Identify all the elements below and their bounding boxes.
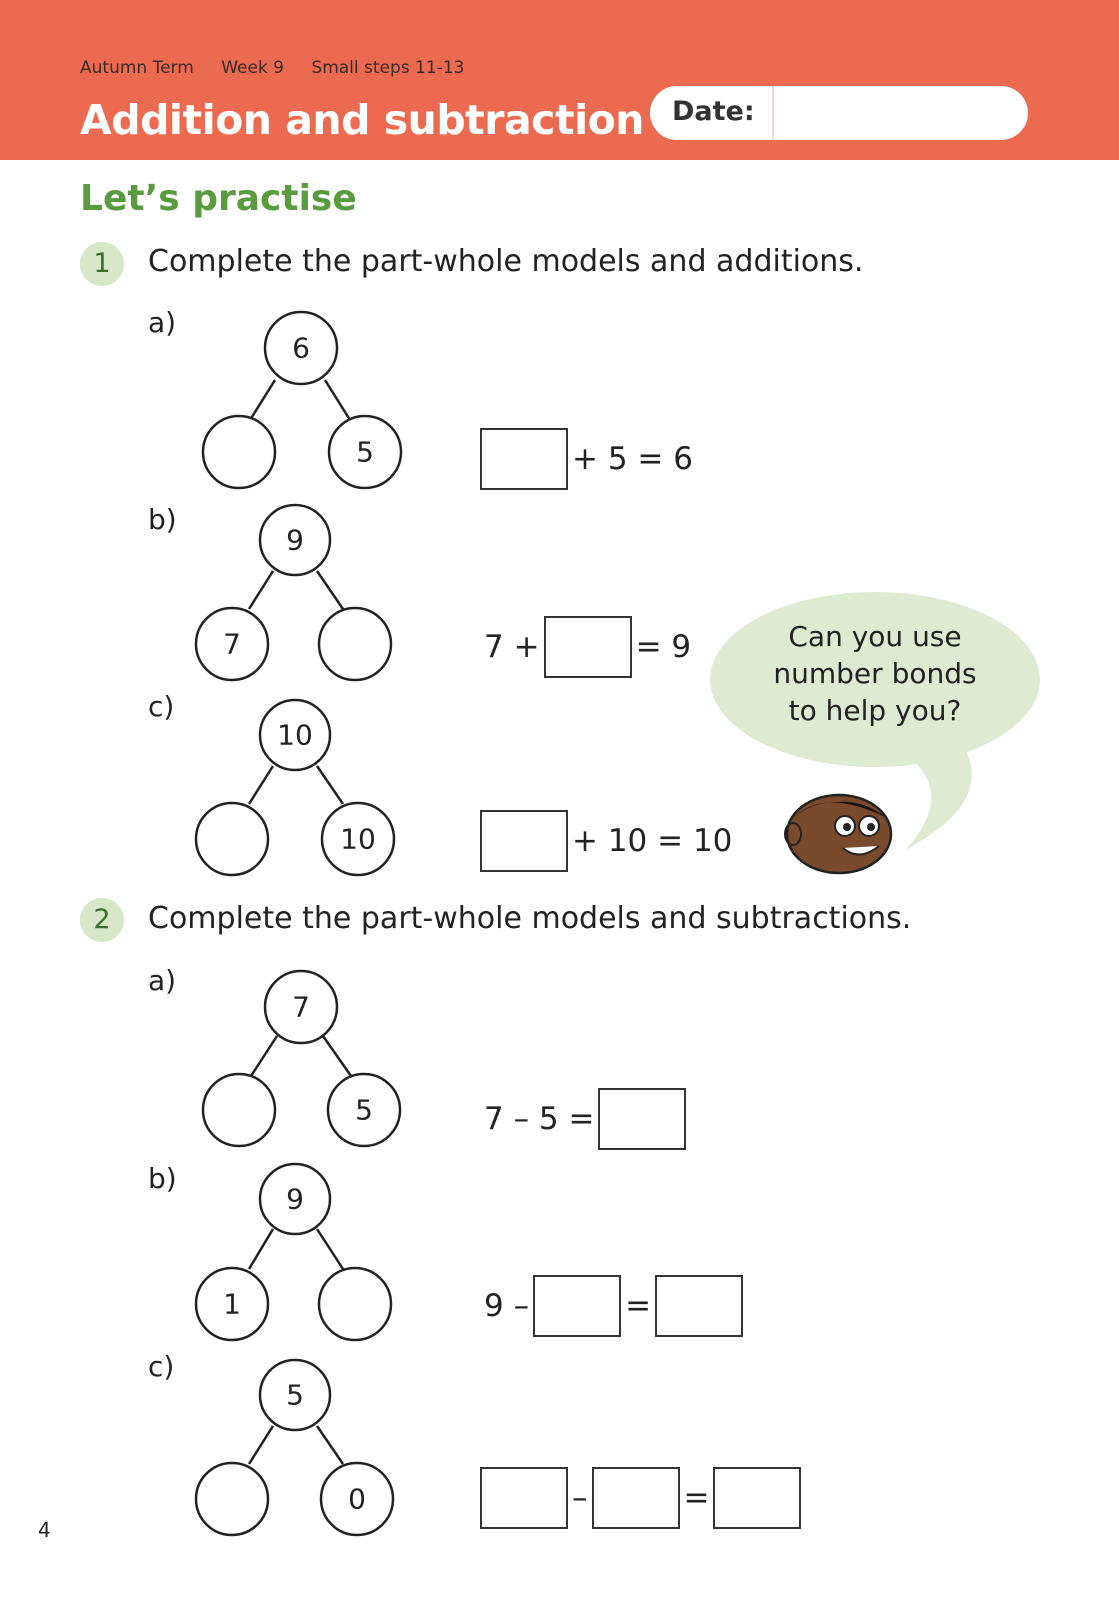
whole-value: 6 [292,331,310,365]
part-right-value: 5 [356,435,374,469]
whole-value: 9 [286,1182,304,1216]
speech-line: number bonds [773,657,977,690]
q2-part-b-label: b) [148,1162,177,1195]
q2a-part-whole-model [195,968,415,1153]
part-left-value: 7 [223,627,241,661]
answer-box[interactable] [592,1467,680,1529]
speech-bubble-text [745,618,1005,729]
page-title: Addition and subtraction [80,96,644,144]
equation-text: 7 – 5 = [484,1101,595,1137]
answer-box[interactable] [480,1467,568,1529]
equation-text: = [683,1480,710,1516]
equation-text: 7 + [484,629,540,665]
speech-line: to help you? [788,694,962,727]
q1-part-b-label: b) [148,503,177,536]
question-1-text: Complete the part-whole models and additions. [148,244,864,279]
equation-text: = [625,1288,652,1324]
steps-label: Small steps 11-13 [311,58,465,78]
child-character-icon [783,790,895,875]
whole-value: 7 [292,990,310,1024]
q2c-part-whole-model [195,1358,415,1543]
answer-box[interactable] [533,1275,621,1337]
question-number-2: 2 [80,898,124,942]
date-label: Date: [672,96,755,127]
q2-part-a-label: a) [148,964,177,997]
equation-text: + 10 = 10 [572,823,733,859]
q2-part-c-label: c) [148,1350,175,1383]
page-number: 4 [38,1518,51,1542]
q1-part-c-label: c) [148,690,175,723]
equation-text: = 9 [635,629,692,665]
question-2-text: Complete the part-whole models and subtractions. [148,901,912,936]
whole-value: 9 [286,523,304,557]
answer-box[interactable] [598,1088,686,1150]
equation-text: + 5 = 6 [572,441,693,477]
part-left-value: 1 [223,1287,241,1321]
q2b-equation [480,1275,743,1337]
part-right-value: 10 [340,822,376,856]
q2b-part-whole-model [195,1163,415,1348]
week-label: Week 9 [221,58,284,78]
answer-box[interactable] [713,1467,801,1529]
q2c-equation [480,1467,801,1529]
equation-text: 9 – [484,1288,530,1324]
section-title: Let’s practise [80,178,357,219]
part-right-value: 5 [355,1093,373,1127]
speech-line: Can you use [788,620,962,653]
whole-value: 5 [286,1378,304,1412]
part-right-value: 0 [348,1482,366,1516]
term-label: Autumn Term [80,58,194,78]
q1-part-a-label: a) [148,306,177,339]
answer-box[interactable] [655,1275,743,1337]
q2a-equation [480,1088,686,1150]
equation-text: – [572,1480,588,1516]
question-number-1: 1 [80,242,124,286]
whole-value: 10 [277,718,313,752]
